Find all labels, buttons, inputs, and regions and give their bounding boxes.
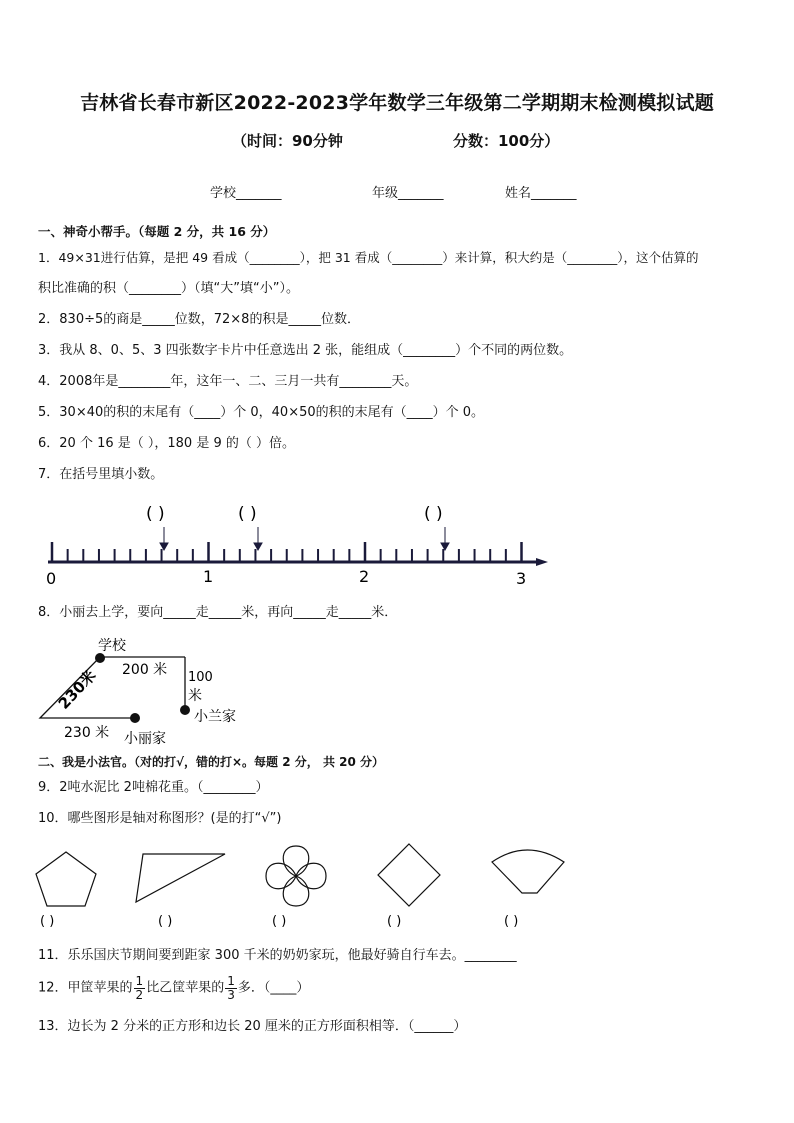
question-8: 8．小丽去上学，要向_____走_____米，再向_____走_____米． bbox=[38, 605, 398, 620]
number-line-blank-1 bbox=[146, 504, 165, 524]
question-1-line-1: 1．49×31进行估算，是把 49 看成（________），把 31 看成（________）来计算，积大约是（________），这个估算的 bbox=[38, 250, 699, 265]
map-label-200m: 200 米 bbox=[122, 662, 168, 678]
svg-text:( ): ( ) bbox=[424, 504, 443, 524]
question-12 bbox=[38, 975, 309, 1002]
school-field: 学校_______ bbox=[210, 186, 282, 201]
question-7: 7．在括号里填小数。 bbox=[38, 467, 164, 482]
question-10: 10．哪些图形是轴对称图形？(是的打“√”) bbox=[38, 811, 282, 826]
arrow-down-icon bbox=[160, 527, 168, 550]
tick-label-0: 0 bbox=[46, 569, 57, 588]
fraction-one-third: $\frac{1}{3}$ bbox=[227, 974, 235, 1002]
number-line-figure bbox=[40, 500, 555, 590]
map-label-lan-home: 小兰家 bbox=[194, 709, 236, 725]
number-line-blank-3 bbox=[424, 504, 443, 524]
question-5: 5．30×40的积的末尾有（____）个 0，40×50的积的末尾有（____）个 0。 bbox=[38, 405, 485, 420]
number-line-blank-2 bbox=[238, 504, 257, 524]
svg-text:( ): ( ) bbox=[146, 504, 165, 524]
shape-blank-1: ( ) bbox=[40, 914, 55, 929]
arrow-down-icon bbox=[441, 527, 449, 550]
page-title: 吉林省长春市新区2022-2023学年数学三年级第二学期期末检测模拟试题 bbox=[80, 92, 714, 114]
question-4: 4．2008年是________年，这年一、二、三月一共有________天。 bbox=[38, 374, 418, 389]
pentagon-shape bbox=[36, 852, 96, 906]
diamond-square-shape bbox=[378, 844, 440, 906]
map-label-li-home: 小丽家 bbox=[124, 731, 166, 747]
map-label-230m: 230 米 bbox=[64, 725, 110, 741]
shape-blank-4: ( ) bbox=[387, 914, 402, 929]
li-home-dot bbox=[130, 713, 140, 723]
q12-text-b: 比乙筐苹果的 bbox=[146, 980, 225, 996]
tick-label-3: 3 bbox=[516, 569, 527, 588]
map-label-100: 100 bbox=[188, 670, 213, 685]
q12-text-c: 多．（____） bbox=[237, 980, 310, 996]
map-label-school: 学校 bbox=[98, 638, 126, 654]
shape-blank-5: ( ) bbox=[504, 914, 519, 929]
axis-arrow-icon bbox=[536, 558, 548, 566]
tick-label-1: 1 bbox=[203, 567, 214, 586]
four-leaf-clover-shape bbox=[266, 846, 326, 906]
map-label-m: 米 bbox=[188, 688, 202, 704]
exam-time: （时间：90分钟 bbox=[232, 132, 343, 150]
question-1-line-2: 积比准确的积（________）（填“大”填“小”）。 bbox=[38, 281, 299, 296]
shape-blank-3: ( ) bbox=[272, 914, 287, 929]
svg-text:( ): ( ) bbox=[238, 504, 257, 524]
map-label-230m-diag: 230米 bbox=[54, 666, 100, 713]
school-dot bbox=[95, 653, 105, 663]
question-11: 11．乐乐国庆节期间要到距家 300 千米的奶奶家玩，他最好骑自行车去。________ bbox=[38, 948, 517, 963]
exam-score: 分数：100分） bbox=[453, 132, 560, 150]
tick-label-2: 2 bbox=[359, 567, 370, 586]
triangle-shape bbox=[136, 854, 225, 902]
fraction-one-half: $\frac{1}{2}$ bbox=[135, 974, 144, 1002]
shape-blank-2: ( ) bbox=[158, 914, 173, 929]
question-13: 13．边长为 2 分米的正方形和边长 20 厘米的正方形面积相等．（______） bbox=[38, 1019, 467, 1034]
question-9: 9．2吨水泥比 2吨棉花重。（________） bbox=[38, 780, 269, 795]
shapes-figure bbox=[30, 838, 580, 933]
section-2-heading: 二、我是小法官。（对的打√，错的打×。每题 2 分， 共 20 分） bbox=[38, 755, 384, 769]
question-6: 6．20 个 16 是（ ），180 是 9 的（ ）倍。 bbox=[38, 436, 295, 451]
fan-shape bbox=[492, 850, 564, 893]
number-line-ticks bbox=[52, 542, 522, 562]
question-3: 3．我从 8、0、5、3 四张数字卡片中任意选出 2 张，能组成（________）个不同的两位数。 bbox=[38, 343, 573, 358]
lan-home-dot bbox=[180, 705, 190, 715]
arrow-down-icon bbox=[254, 527, 262, 550]
grade-field: 年级_______ bbox=[372, 186, 444, 201]
q12-text-a: 12．甲筐苹果的 bbox=[38, 980, 133, 996]
route-map-figure bbox=[30, 630, 260, 748]
question-2: 2．830÷5的商是_____位数，72×8的积是_____位数． bbox=[38, 312, 360, 327]
section-1-heading: 一、神奇小帮手。（每题 2 分，共 16 分） bbox=[38, 224, 276, 239]
name-field: 姓名_______ bbox=[505, 186, 577, 201]
